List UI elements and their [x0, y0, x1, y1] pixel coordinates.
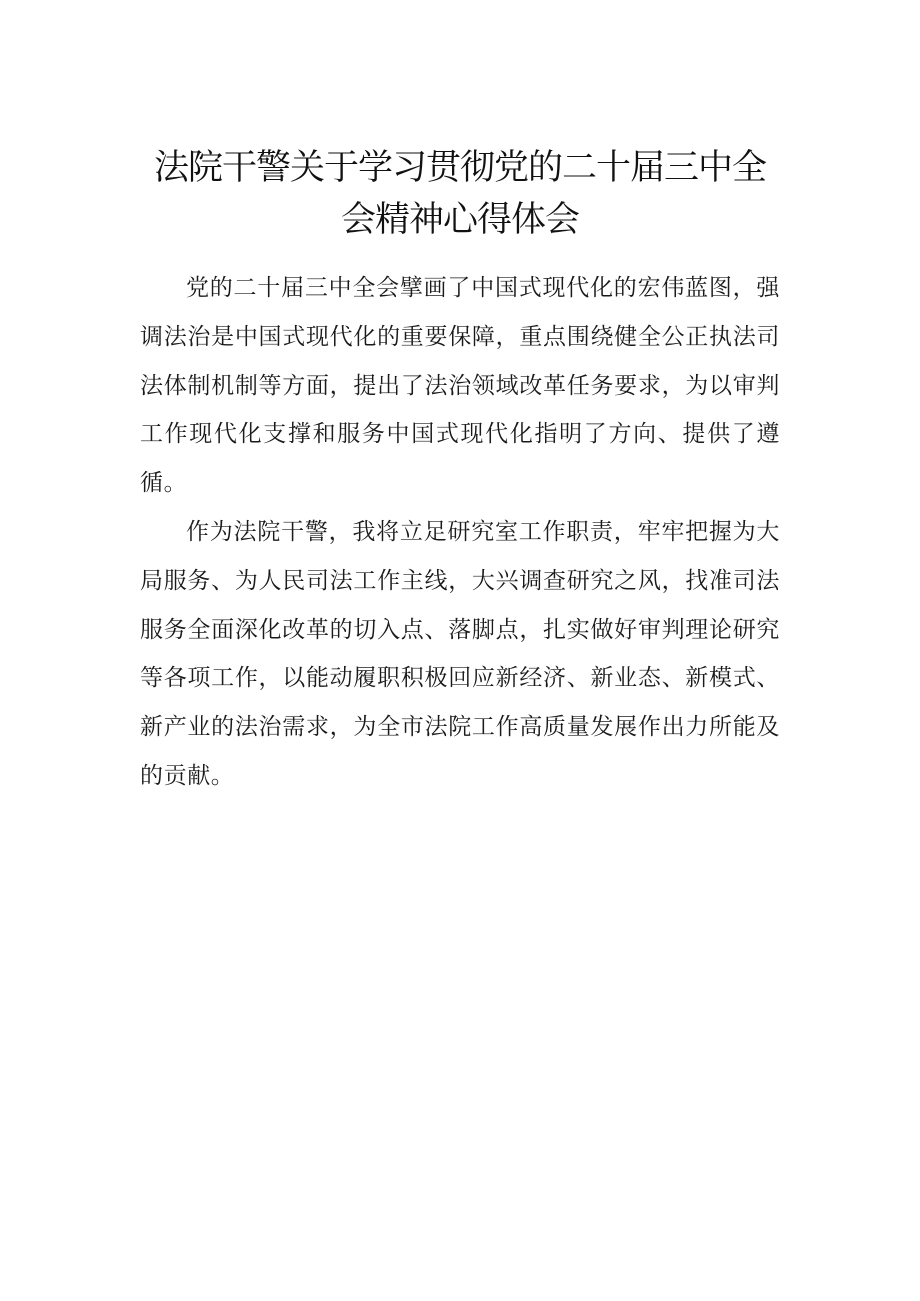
- title-line-2: 会精神心得体会: [340, 200, 579, 240]
- page-title: [140, 142, 780, 246]
- paragraph-2: 作为法院干警，我将立足研究室工作职责，牢牢把握为大局服务、为人民司法工作主线，大兴调查研究之风，找准司法服务全面深化改革的切入点、落脚点，扎实做好审判理论研究等各项工作，以能动履职积极回应新经济、新业态、新模式、新产业的法治需求，为全市法院工作高质量发展作出力所能及的贡献。: [140, 518, 780, 789]
- title-line-1: 法院干警关于学习贯彻党的二十届三中全: [153, 148, 766, 188]
- paragraph-1: 党的二十届三中全会擘画了中国式现代化的宏伟蓝图，强调法治是中国式现代化的重要保障，重点围绕健全公正执法司法体制机制等方面，提出了法治领域改革任务要求，为以审判工作现代化支撑和服务中国式现代化指明了方向、提供了遵循。: [140, 275, 780, 497]
- document-body: [140, 264, 780, 801]
